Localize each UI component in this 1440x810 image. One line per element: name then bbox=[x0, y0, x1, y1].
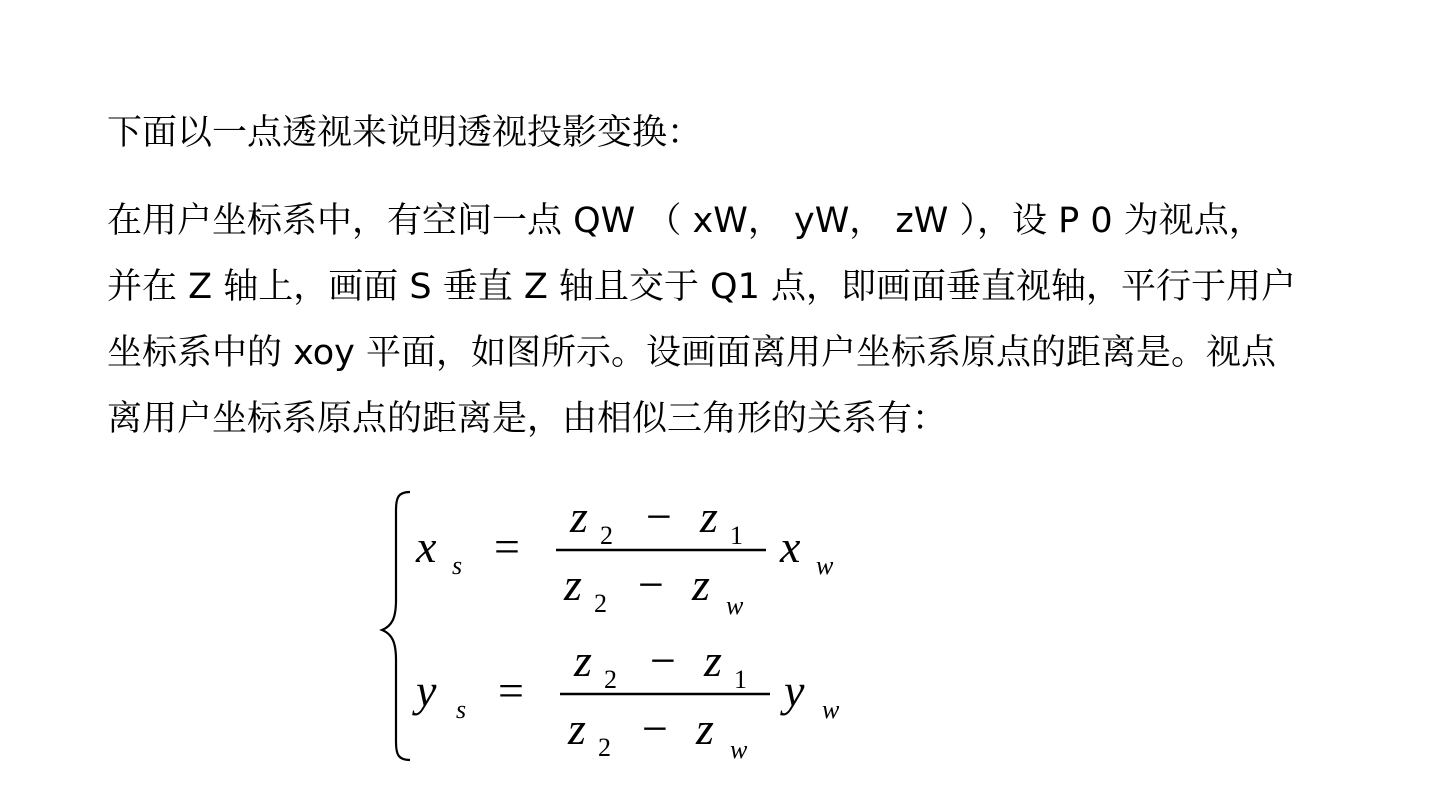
eq1-num-a-sub: 2 bbox=[600, 521, 613, 550]
eq2-equals: = bbox=[498, 665, 524, 716]
body-line-3: 坐标系中的 xoy 平面，如图所示。设画面离用户坐标系原点的距离是。视点 bbox=[107, 333, 1277, 373]
eq2-den-minus: − bbox=[642, 703, 668, 754]
eq1-den-a-sub: 2 bbox=[594, 589, 607, 618]
eq2-num-b: z bbox=[704, 635, 722, 686]
eq2-den-a: z bbox=[568, 703, 586, 754]
eq1-num-a: z bbox=[570, 491, 588, 542]
eq1-lhs-var: x bbox=[416, 521, 437, 572]
body-line-1: 在用户坐标系中，有空间一点 QW （ xW， yW， zW ），设 P 0 为视点， bbox=[107, 201, 1264, 241]
equation-system bbox=[370, 480, 890, 770]
eq1-rhs-sub: w bbox=[816, 551, 834, 580]
eq2-lhs-var: y bbox=[416, 665, 437, 716]
eq2-num-a-sub: 2 bbox=[604, 665, 617, 694]
eq1-den-b-sub: w bbox=[726, 591, 744, 620]
eq2-num-minus: − bbox=[650, 635, 676, 686]
eq2-den-b-sub: w bbox=[730, 735, 748, 764]
equation-2 bbox=[412, 635, 840, 764]
eq1-num-b: z bbox=[700, 491, 718, 542]
eq1-rhs-var: x bbox=[780, 521, 801, 572]
eq2-num-b-sub: 1 bbox=[734, 665, 747, 694]
eq1-equals: = bbox=[494, 521, 520, 572]
eq2-rhs-var: y bbox=[784, 665, 805, 716]
eq1-num-b-sub: 1 bbox=[730, 521, 743, 550]
eq1-den-minus: − bbox=[638, 559, 664, 610]
eq2-den-a-sub: 2 bbox=[598, 733, 611, 762]
eq1-den-b: z bbox=[692, 559, 710, 610]
eq1-lhs-sub: s bbox=[452, 551, 463, 580]
eq1-den-a: z bbox=[564, 559, 582, 610]
eq1-num-minus: − bbox=[646, 491, 672, 542]
eq2-lhs-sub: s bbox=[456, 695, 467, 724]
left-brace bbox=[382, 492, 410, 760]
eq2-den-b: z bbox=[696, 703, 714, 754]
equation-1 bbox=[415, 491, 834, 620]
body-line-2: 并在 Z 轴上，画面 S 垂直 Z 轴且交于 Q1 点，即画面垂直视轴，平行于用户 bbox=[107, 267, 1296, 307]
eq2-num-a: z bbox=[574, 635, 592, 686]
eq2-rhs-sub: w bbox=[822, 695, 840, 724]
body-line-4: 离用户坐标系原点的距离是，由相似三角形的关系有： bbox=[107, 399, 948, 439]
intro-paragraph: 下面以一点透视来说明透视投影变换： bbox=[107, 113, 703, 153]
